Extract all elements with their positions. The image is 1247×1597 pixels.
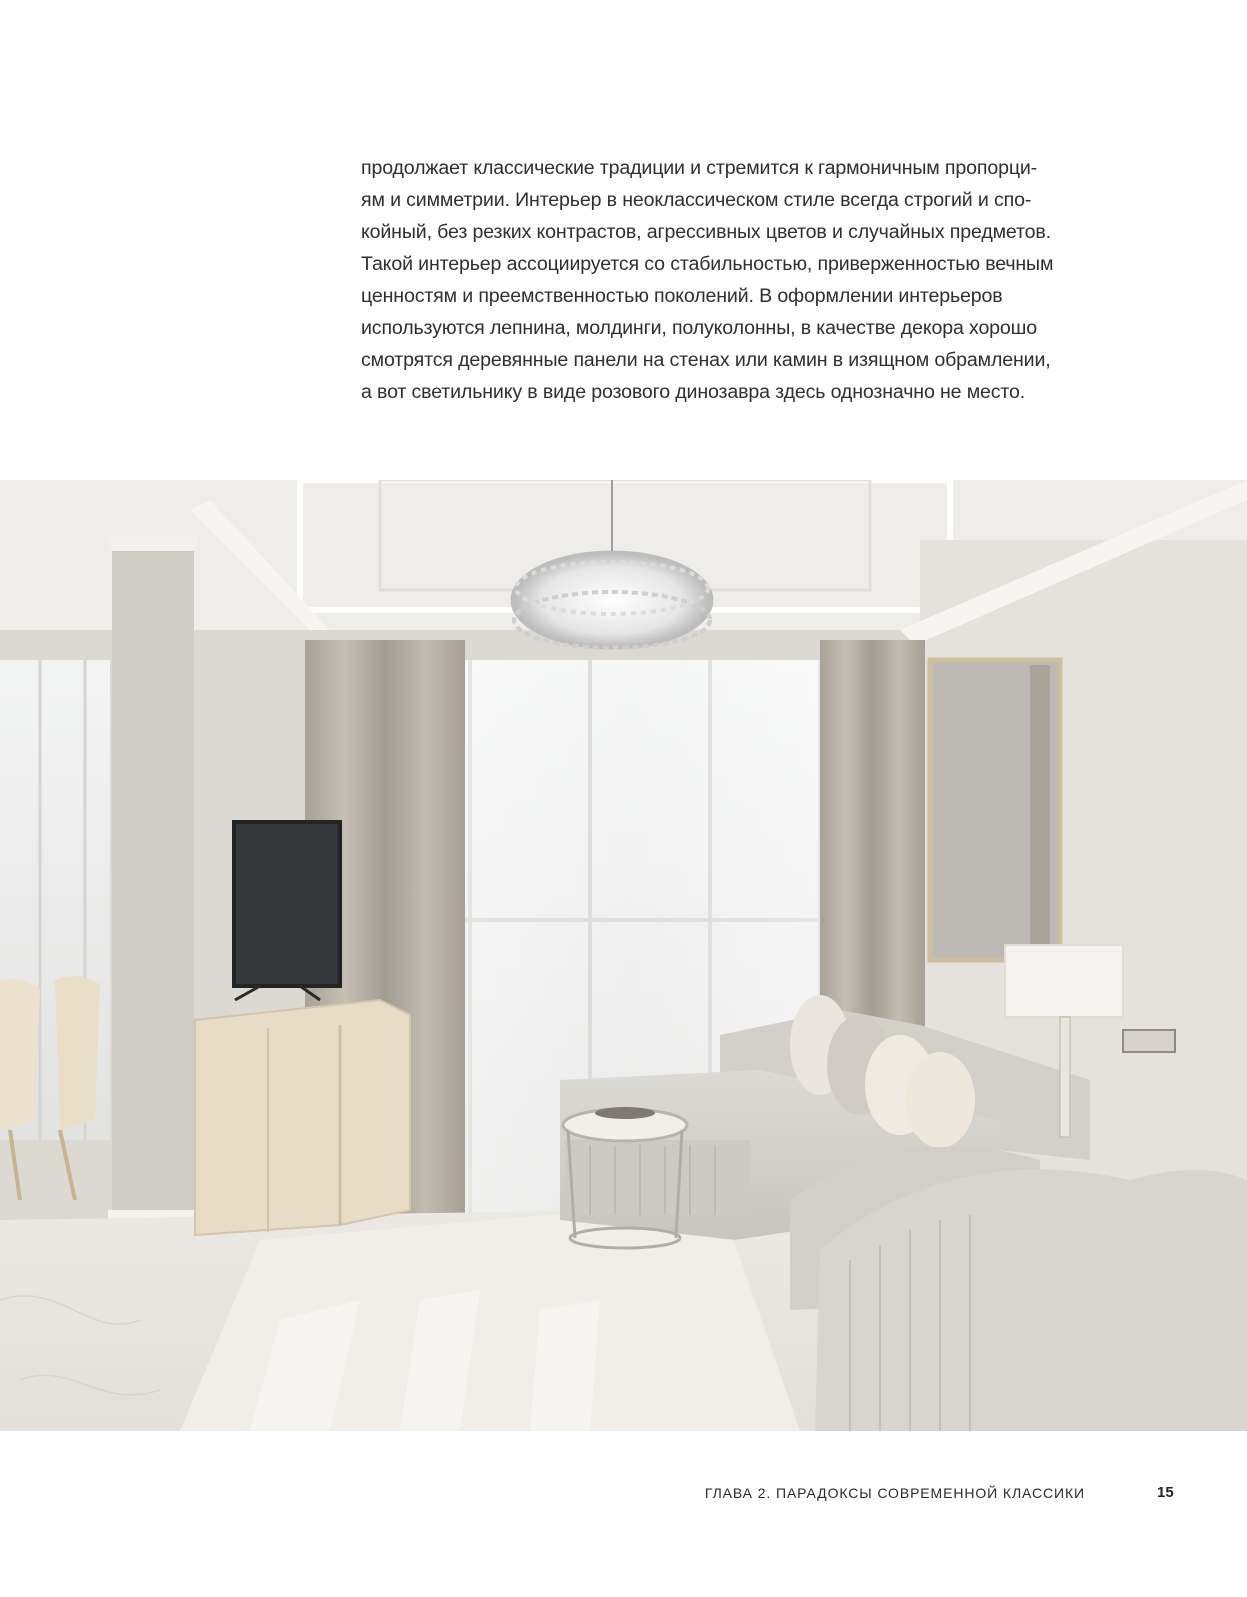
text-line: используются лепнина, молдинги, полуколонны, в качестве декора хорошо: [361, 317, 1037, 339]
interior-photo: [0, 480, 1247, 1431]
chapter-title: ГЛАВА 2. ПАРАДОКСЫ СОВРЕМЕННОЙ КЛАССИКИ: [704, 1485, 1085, 1501]
sideboard: [195, 1000, 410, 1235]
body-text: [361, 152, 1101, 408]
sofa-base: [565, 1140, 750, 1215]
text-line: Такой интерьер ассоциируется со стабильностью, приверженностью вечным: [361, 253, 1054, 275]
text-line: ям и симметрии. Интерьер в неоклассическом стиле всегда строгий и спо-: [361, 189, 1032, 211]
text-line: ценностям и преемственностью поколений. В оформлении интерьеров: [361, 285, 1003, 307]
page-number: 15: [1157, 1484, 1174, 1501]
column: [112, 535, 194, 1225]
text-line: койный, без резких контрастов, агрессивных цветов и случайных предметов.: [361, 221, 1051, 243]
page-footer: [0, 1483, 1247, 1507]
wall-socket: [1123, 1030, 1175, 1052]
text-line: продолжает классические традиции и стремится к гармоничным пропорци-: [361, 157, 1038, 179]
text-line: а вот светильнику в виде розового динозавра здесь однозначно не место.: [361, 381, 1026, 403]
table-lamp-shade: [1005, 945, 1123, 1017]
text-line: смотрятся деревянные панели на стенах или камин в изящном обрамлении,: [361, 349, 1051, 371]
dining-chair: [55, 976, 100, 1130]
cushion: [905, 1052, 975, 1148]
